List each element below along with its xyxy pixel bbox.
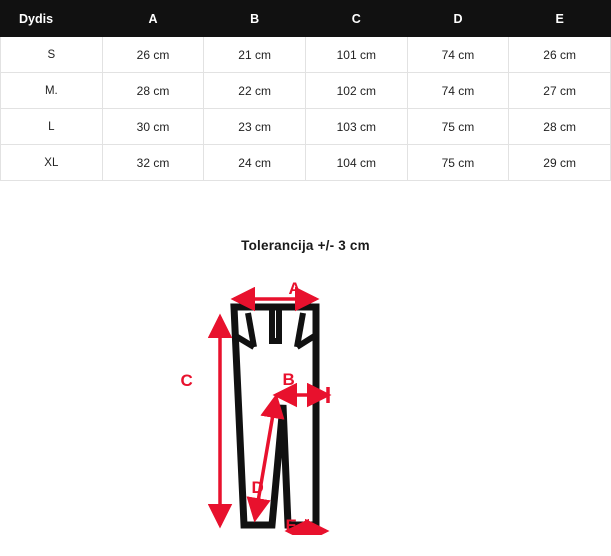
cell-d: 74 cm	[407, 73, 509, 109]
column-header-d: D	[407, 1, 509, 37]
diagram-label-b: B	[282, 370, 295, 389]
cell-size: L	[1, 109, 103, 145]
cell-size: S	[1, 37, 103, 73]
cell-e: 27 cm	[509, 73, 611, 109]
table-row	[1, 145, 611, 181]
column-header-c: C	[305, 1, 407, 37]
diagram-label-d: D	[251, 478, 264, 497]
size-table-head	[1, 1, 611, 37]
measure-line-b	[276, 387, 328, 403]
cell-c: 104 cm	[305, 145, 407, 181]
diagram-label-a: A	[288, 279, 301, 298]
cell-e: 26 cm	[509, 37, 611, 73]
tolerance-note: Tolerancija +/- 3 cm	[241, 238, 370, 253]
pants-diagram-svg	[176, 275, 436, 535]
pants-outline-icon	[234, 307, 316, 525]
column-header-a: A	[102, 1, 204, 37]
cell-b: 24 cm	[204, 145, 306, 181]
cell-d: 75 cm	[407, 145, 509, 181]
cell-a: 32 cm	[102, 145, 204, 181]
cell-b: 21 cm	[204, 37, 306, 73]
size-table	[0, 0, 611, 181]
table-row	[1, 73, 611, 109]
cell-d: 74 cm	[407, 37, 509, 73]
cell-a: 30 cm	[102, 109, 204, 145]
table-header-row	[1, 1, 611, 37]
diagram-label-e: E	[285, 516, 297, 535]
cell-size: XL	[1, 145, 103, 181]
cell-d: 75 cm	[407, 109, 509, 145]
cell-c: 103 cm	[305, 109, 407, 145]
cell-c: 102 cm	[305, 73, 407, 109]
cell-e: 28 cm	[509, 109, 611, 145]
size-table-body	[1, 37, 611, 181]
cell-b: 22 cm	[204, 73, 306, 109]
cell-a: 26 cm	[102, 37, 204, 73]
measurement-diagram-container	[0, 275, 611, 535]
cell-e: 29 cm	[509, 145, 611, 181]
cell-b: 23 cm	[204, 109, 306, 145]
column-header-e: E	[509, 1, 611, 37]
column-header-b: B	[204, 1, 306, 37]
cell-c: 101 cm	[305, 37, 407, 73]
cell-size: M.	[1, 73, 103, 109]
table-row	[1, 37, 611, 73]
diagram-label-c: C	[180, 371, 193, 390]
table-row	[1, 109, 611, 145]
measurement-diagram	[176, 275, 436, 535]
column-header-size: Dydis	[1, 1, 103, 37]
cell-a: 28 cm	[102, 73, 204, 109]
